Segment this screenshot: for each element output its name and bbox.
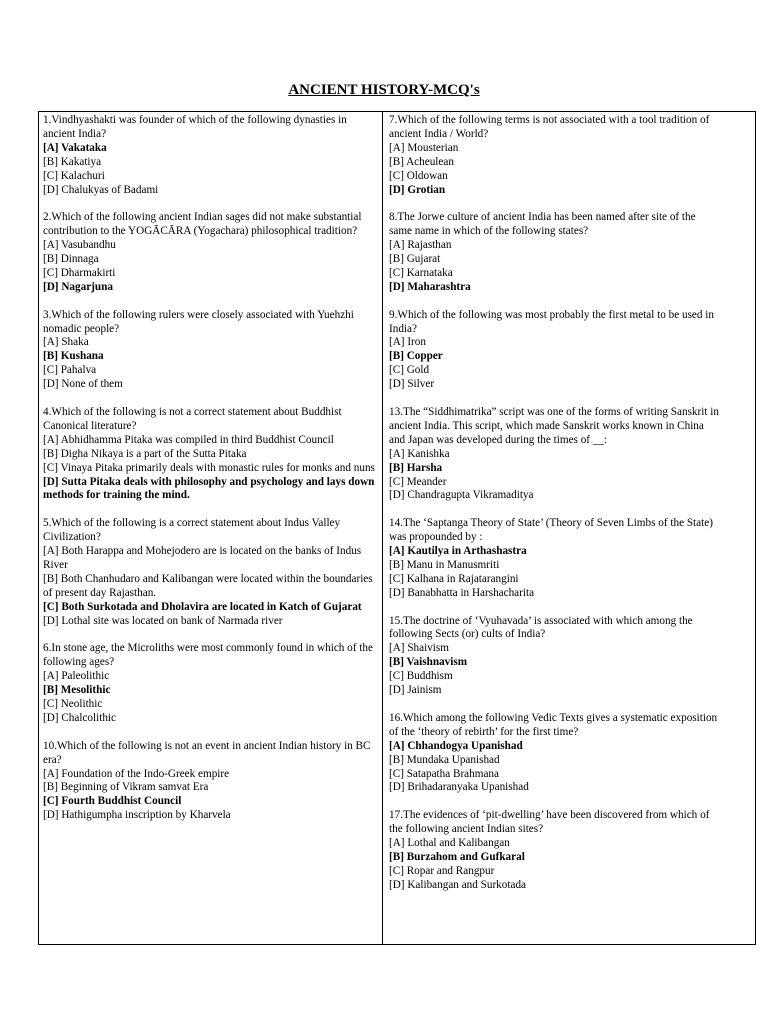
question-block (389, 211, 721, 294)
answer-option: [C] Satapatha Brahmana (389, 767, 499, 780)
question-text: 1.Vindhyashakti was founder of which of the following dynasties in ancient India? (43, 114, 347, 140)
question-text: 13.The “Siddhimatrika” script was one of the forms of writing Sanskrit in ancient India. This script, which made Sanskrit works known in China and Japan was developed during the times of __: (389, 405, 719, 446)
question-text: 10.Which of the following is not an event in ancient Indian history in BC era? (43, 739, 371, 766)
answer-option-correct: [C] Both Surkotada and Dholavira are located in Katch of Gujarat (43, 600, 362, 613)
answer-option-correct: [C] Fourth Buddhist Council (43, 795, 182, 808)
question-text: 16.Which among the following Vedic Texts gives a systematic exposition of the ‘theory of rebirth’ for the first time? (389, 711, 718, 738)
question-text: 9.Which of the following was most probably the first metal to be used in India? (389, 308, 714, 335)
question-block (43, 740, 375, 823)
answer-option: [C] Ropar and Rangpur (389, 864, 495, 877)
answer-option-correct: [A] Vakataka (43, 141, 107, 154)
question-block (43, 642, 375, 725)
right-column (389, 114, 721, 907)
answer-option: [B] Both Chanhudaro and Kalibangan were located within the boundaries of present day Rajasthan. (43, 572, 373, 599)
answer-option-correct: [B] Copper (389, 350, 443, 363)
question-text: 5.Which of the following is a correct statement about Indus Valley Civilization? (43, 517, 341, 544)
answer-option-correct: [B] Mesolithic (43, 684, 111, 697)
answer-option: [A] Lothal and Kalibangan (389, 837, 510, 850)
question-text: 14.The ‘Saptanga Theory of State’ (Theory of Seven Limbs of the State) was propounded by : (389, 517, 713, 544)
answer-option: [D] Jainism (389, 684, 442, 697)
answer-option: [C] Oldowan (389, 169, 448, 182)
answer-option-correct: [B] Burzahom and Gufkaral (389, 850, 525, 863)
answer-option: [A] Kanishka (389, 447, 450, 460)
answer-option: [B] Digha Nikaya is a part of the Sutta Pitaka (43, 447, 247, 460)
question-block (389, 615, 721, 698)
answer-option: [D] Kalibangan and Surkotada (389, 878, 527, 891)
answer-option-correct: [D] Sutta Pitaka deals with philosophy and psychology and lays down methods for training the mind. (43, 475, 375, 502)
question-block (389, 309, 721, 392)
answer-option: [D] Chalcolithic (43, 711, 117, 724)
question-block (389, 114, 721, 197)
answer-option: [B] Beginning of Vikram samvat Era (43, 781, 209, 794)
answer-option-correct: [A] Kautilya in Arthashastra (389, 545, 527, 558)
answer-option: [A] Both Harappa and Mohejodero are is located on the banks of Indus River (43, 545, 362, 571)
answer-option: [C] Gold (389, 364, 430, 377)
answer-option: [D] Hathigumpha inscription by Kharvela (43, 809, 231, 822)
answer-option: [B] Dinnaga (43, 253, 99, 266)
answer-option: [C] Neolithic (43, 697, 103, 710)
column-divider (382, 111, 383, 945)
page-title: ANCIENT HISTORY-MCQ's (288, 82, 480, 98)
answer-option: [A] Abhidhamma Pitaka was compiled in third Buddhist Council (43, 433, 334, 446)
question-text: 3.Which of the following rulers were closely associated with Yuehzhi nomadic people? (43, 308, 354, 335)
answer-option-correct: [B] Kushana (43, 350, 104, 363)
answer-option: [D] Brihadaranyaka Upanishad (389, 781, 529, 794)
answer-option: [A] Mousterian (389, 141, 459, 154)
answer-option: [C] Pahalva (43, 364, 97, 377)
answer-option: [D] Silver (389, 378, 435, 391)
question-text: 8.The Jorwe culture of ancient India has been named after site of the same name in which of the following states? (389, 211, 696, 238)
question-block (43, 114, 375, 197)
question-block (389, 712, 721, 795)
answer-option: [C] Buddhism (389, 670, 453, 683)
answer-option: [C] Dharmakirti (43, 266, 116, 279)
question-block (43, 406, 375, 503)
answer-option-correct: [B] Harsha (389, 461, 443, 474)
left-column (43, 114, 375, 837)
answer-option: [C] Karnataka (389, 266, 453, 279)
answer-option: [B] Gujarat (389, 253, 441, 266)
answer-option: [D] Lothal site was located on bank of Narmada river (43, 614, 283, 627)
question-text: 7.Which of the following terms is not associated with a tool tradition of ancient India / World? (389, 114, 710, 140)
answer-option: [B] Acheulean (389, 155, 454, 168)
answer-option: [D] Banabhatta in Harshacharita (389, 586, 535, 599)
answer-option: [C] Vinaya Pitaka primarily deals with monastic rules for monks and nuns (43, 461, 375, 474)
answer-option: [B] Kakatiya (43, 155, 102, 168)
question-block (43, 517, 375, 628)
answer-option-correct: [A] Chhandogya Upanishad (389, 739, 523, 752)
answer-option: [B] Mundaka Upanishad (389, 753, 500, 766)
answer-option: [A] Foundation of the Indo-Greek empire (43, 767, 230, 780)
answer-option: [A] Shaka (43, 336, 89, 349)
answer-option-correct: [D] Maharashtra (389, 280, 471, 293)
question-text: 4.Which of the following is not a correct statement about Buddhist Canonical literature? (43, 405, 342, 432)
question-block (389, 406, 721, 503)
question-text: 15.The doctrine of ‘Vyuhavada’ is associated with which among the following Sects (or) cults of India? (389, 614, 693, 641)
answer-option: [C] Meander (389, 475, 447, 488)
answer-option: [A] Paleolithic (43, 670, 110, 683)
answer-option: [D] Chandragupta Vikramaditya (389, 489, 534, 502)
answer-option: [A] Rajasthan (389, 239, 452, 252)
question-block (43, 211, 375, 294)
answer-option: [A] Vasubandhu (43, 239, 116, 252)
answer-option: [C] Kalachuri (43, 169, 105, 182)
question-block (389, 809, 721, 892)
answer-option: [C] Kalhana in Rajatarangini (389, 572, 519, 585)
question-text: 6.In stone age, the Microliths were most commonly found in which of the following ages? (43, 642, 373, 669)
answer-option: [D] Chalukyas of Badami (43, 183, 159, 196)
answer-option: [A] Iron (389, 336, 426, 349)
question-text: 17.The evidences of ‘pit-dwelling’ have been discovered from which of the following ancient Indian sites? (389, 809, 710, 836)
answer-option: [D] None of them (43, 378, 123, 391)
answer-option: [B] Manu in Manusmriti (389, 558, 500, 571)
question-text: 2.Which of the following ancient Indian sages did not make substantial contribution to the YOGĀCĀRA (Yogachara) philosophical tradition? (43, 211, 362, 238)
question-block (389, 517, 721, 600)
answer-option-correct: [D] Nagarjuna (43, 280, 113, 293)
answer-option-correct: [D] Grotian (389, 183, 446, 196)
answer-option: [A] Shaivism (389, 642, 449, 655)
question-block (43, 309, 375, 392)
answer-option-correct: [B] Vaishnavism (389, 656, 468, 669)
